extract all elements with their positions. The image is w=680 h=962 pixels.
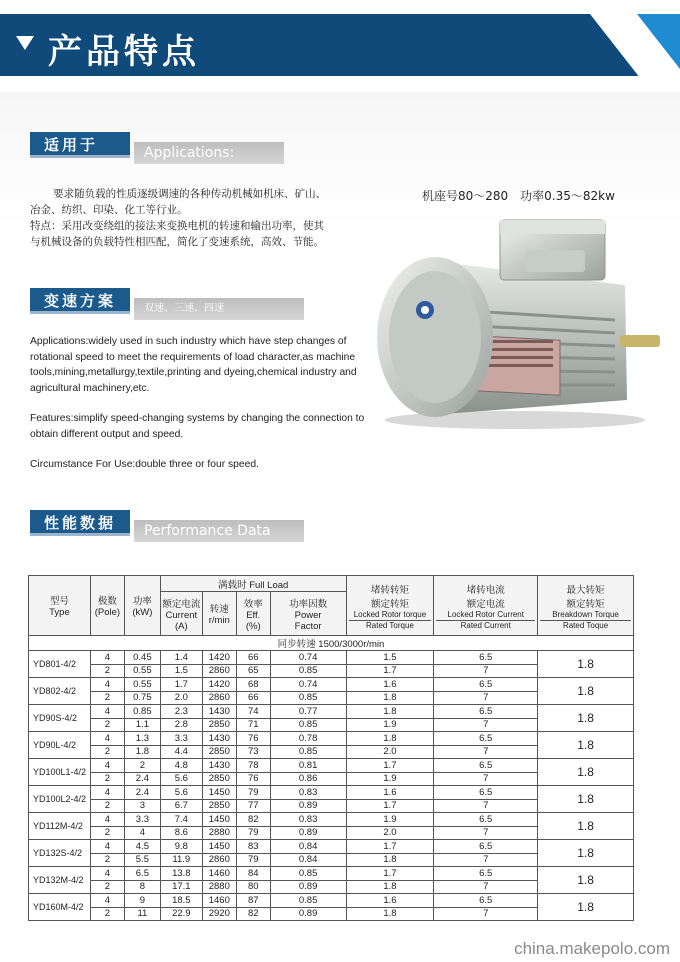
data-cell: 79 — [236, 826, 270, 840]
data-cell: 1.6 — [346, 786, 434, 800]
table-row — [29, 678, 634, 692]
data-cell: 4 — [90, 894, 124, 908]
en-features: Features:simplify speed-changing systems by changing the connection to obtain different output and speed. — [30, 413, 365, 440]
data-cell: 0.55 — [124, 664, 160, 678]
english-description — [30, 334, 390, 488]
data-cell: 0.74 — [270, 651, 346, 665]
data-cell: 1450 — [202, 840, 236, 854]
table-row — [29, 759, 634, 773]
data-cell: 1420 — [202, 651, 236, 665]
data-cell: 2.4 — [124, 772, 160, 786]
data-cell: 6.5 — [434, 840, 538, 854]
model-cell: YD90S-4/2 — [29, 705, 91, 732]
data-cell: 6.5 — [434, 894, 538, 908]
data-cell: 0.89 — [270, 880, 346, 894]
motor-image — [365, 215, 665, 430]
col-pole: 极数 (Pole) — [90, 576, 124, 636]
data-cell: 0.89 — [270, 826, 346, 840]
data-cell: 2.3 — [160, 705, 202, 719]
col-power-factor: 功率因数 Power Factor — [270, 592, 346, 636]
data-cell: 0.81 — [270, 759, 346, 773]
data-cell: 7 — [434, 691, 538, 705]
data-cell: 1.8 — [346, 907, 434, 921]
data-cell: 4 — [90, 678, 124, 692]
data-cell: 1.6 — [346, 894, 434, 908]
table-row — [29, 651, 634, 665]
data-cell: 22.9 — [160, 907, 202, 921]
watermark: china.makepolo.com — [514, 939, 670, 958]
table-row — [29, 813, 634, 827]
data-cell: 1.7 — [160, 678, 202, 692]
data-cell: 0.89 — [270, 907, 346, 921]
data-cell: 0.83 — [270, 813, 346, 827]
data-cell: 73 — [236, 745, 270, 759]
table-row — [29, 705, 634, 719]
data-cell: 4 — [90, 786, 124, 800]
data-cell: 3.3 — [160, 732, 202, 746]
section-tab: 适用于 — [30, 132, 130, 158]
table-row — [29, 732, 634, 746]
data-cell: 0.85 — [270, 894, 346, 908]
data-cell: 4.4 — [160, 745, 202, 759]
data-cell: 66 — [236, 651, 270, 665]
model-cell: YD160M-4/2 — [29, 894, 91, 921]
section-applications — [30, 132, 290, 162]
data-cell: 4 — [90, 840, 124, 854]
data-cell: 2 — [90, 772, 124, 786]
data-cell: 4 — [90, 651, 124, 665]
performance-table — [28, 575, 634, 921]
data-cell: 0.89 — [270, 799, 346, 813]
data-cell: 9.8 — [160, 840, 202, 854]
data-cell: 1.9 — [346, 813, 434, 827]
data-cell: 18.5 — [160, 894, 202, 908]
section-speed-scheme — [30, 288, 310, 318]
data-cell: 13.8 — [160, 867, 202, 881]
col-speed: 转速 r/min — [202, 592, 236, 636]
col-eff: 效率 Eff. (%) — [236, 592, 270, 636]
data-cell: 0.85 — [270, 664, 346, 678]
model-cell: YD100L1-4/2 — [29, 759, 91, 786]
data-cell: 2 — [90, 718, 124, 732]
data-cell: 5.6 — [160, 786, 202, 800]
data-cell: 6.5 — [434, 759, 538, 773]
data-cell: 4 — [124, 826, 160, 840]
data-cell: 8 — [124, 880, 160, 894]
en-circumstance: Circumstance For Use:double three or four speed. — [30, 459, 259, 470]
data-cell: 0.74 — [270, 678, 346, 692]
data-cell: 1430 — [202, 705, 236, 719]
data-cell: 79 — [236, 853, 270, 867]
data-cell: 66 — [236, 691, 270, 705]
data-cell: 2850 — [202, 799, 236, 813]
data-cell: 0.84 — [270, 840, 346, 854]
data-cell: 79 — [236, 786, 270, 800]
data-cell: 78 — [236, 759, 270, 773]
section-label: Performance Data — [134, 520, 304, 542]
breakdown-torque-cell: 1.8 — [538, 732, 634, 759]
col-locked-current: 堵转电流 额定电流 Locked Rotor Current Rated Current — [434, 576, 538, 636]
data-cell: 8.6 — [160, 826, 202, 840]
data-cell: 1.8 — [346, 691, 434, 705]
spec-range: 机座号80～280 功率0.35～82kw — [422, 189, 615, 203]
data-cell: 1.8 — [124, 745, 160, 759]
model-cell: YD132S-4/2 — [29, 840, 91, 867]
table-row — [29, 867, 634, 881]
data-cell: 4 — [90, 705, 124, 719]
data-cell: 4.8 — [160, 759, 202, 773]
data-cell: 1.3 — [124, 732, 160, 746]
triangle-down-icon — [16, 36, 34, 50]
data-cell: 7 — [434, 880, 538, 894]
data-cell: 0.85 — [270, 691, 346, 705]
table-row — [29, 786, 634, 800]
data-cell: 0.78 — [270, 732, 346, 746]
data-cell: 2.0 — [346, 826, 434, 840]
data-cell: 0.83 — [270, 786, 346, 800]
breakdown-torque-cell: 1.8 — [538, 813, 634, 840]
col-full-load: 满载时 Full Load — [160, 576, 346, 592]
data-cell: 7 — [434, 907, 538, 921]
model-cell: YD100L2-4/2 — [29, 786, 91, 813]
col-power: 功率 (kW) — [124, 576, 160, 636]
data-cell: 76 — [236, 732, 270, 746]
section-tab: 变速方案 — [30, 288, 130, 314]
data-cell: 2 — [90, 853, 124, 867]
breakdown-torque-cell: 1.8 — [538, 867, 634, 894]
data-cell: 1450 — [202, 786, 236, 800]
data-cell: 4 — [90, 813, 124, 827]
data-cell: 11 — [124, 907, 160, 921]
data-cell: 2 — [90, 907, 124, 921]
data-cell: 83 — [236, 840, 270, 854]
data-cell: 4.5 — [124, 840, 160, 854]
data-cell: 0.77 — [270, 705, 346, 719]
data-cell: 1.1 — [124, 718, 160, 732]
data-cell: 4 — [90, 732, 124, 746]
col-locked-torque: 堵转转矩 额定转矩 Locked Rotor torque Rated Torque — [346, 576, 434, 636]
data-cell: 2860 — [202, 691, 236, 705]
data-cell: 4 — [90, 867, 124, 881]
en-applications: Applications:widely used in such industry which have step changes of rotational speed to meet the requirements of load character,as machine tools,mining,metallurgy,textile,printing and dyeing,chemical industry and agricultural machinery,etc. — [30, 336, 357, 394]
model-cell: YD801-4/2 — [29, 651, 91, 678]
data-cell: 1.9 — [346, 718, 434, 732]
model-cell: YD132M-4/2 — [29, 867, 91, 894]
breakdown-torque-cell: 1.8 — [538, 759, 634, 786]
data-cell: 1.7 — [346, 799, 434, 813]
data-cell: 1.7 — [346, 867, 434, 881]
data-cell: 2.4 — [124, 786, 160, 800]
data-cell: 0.84 — [270, 853, 346, 867]
data-cell: 0.85 — [270, 718, 346, 732]
data-cell: 6.5 — [434, 678, 538, 692]
data-cell: 9 — [124, 894, 160, 908]
model-cell: YD90L-4/2 — [29, 732, 91, 759]
data-cell: 6.5 — [124, 867, 160, 881]
data-cell: 2860 — [202, 664, 236, 678]
data-cell: 0.45 — [124, 651, 160, 665]
data-cell: 1.8 — [346, 732, 434, 746]
data-cell: 0.75 — [124, 691, 160, 705]
page-title: 产品特点 — [48, 32, 200, 72]
data-cell: 2 — [90, 664, 124, 678]
table-row — [29, 840, 634, 854]
data-cell: 5.5 — [124, 853, 160, 867]
data-cell: 0.55 — [124, 678, 160, 692]
data-cell: 2 — [90, 691, 124, 705]
data-cell: 2880 — [202, 880, 236, 894]
data-cell: 84 — [236, 867, 270, 881]
data-cell: 7 — [434, 745, 538, 759]
data-cell: 5.6 — [160, 772, 202, 786]
table-body — [29, 636, 634, 921]
data-cell: 7 — [434, 826, 538, 840]
data-cell: 6.5 — [434, 813, 538, 827]
model-cell: YD802-4/2 — [29, 678, 91, 705]
model-cell: YD112M-4/2 — [29, 813, 91, 840]
data-cell: 1.9 — [346, 772, 434, 786]
data-cell: 17.1 — [160, 880, 202, 894]
data-cell: 82 — [236, 907, 270, 921]
breakdown-torque-cell: 1.8 — [538, 651, 634, 678]
section-label: Applications: — [134, 142, 284, 164]
data-cell: 2 — [90, 880, 124, 894]
data-cell: 7.4 — [160, 813, 202, 827]
performance-table-wrap — [28, 575, 634, 921]
data-cell: 1.7 — [346, 759, 434, 773]
data-cell: 7 — [434, 664, 538, 678]
data-cell: 7 — [434, 772, 538, 786]
data-cell: 2.0 — [346, 745, 434, 759]
data-cell: 6.5 — [434, 705, 538, 719]
breakdown-torque-cell: 1.8 — [538, 894, 634, 921]
breakdown-torque-cell: 1.8 — [538, 678, 634, 705]
col-model: 型号 Type — [29, 576, 91, 636]
breakdown-torque-cell: 1.8 — [538, 786, 634, 813]
data-cell: 6.7 — [160, 799, 202, 813]
cn-paragraph-usage: 要求随负载的性质逐级调速的各种传动机械如机床、矿山、冶金、纺织、印染、化工等行业。 — [30, 188, 327, 216]
data-cell: 1.6 — [346, 678, 434, 692]
data-cell: 1.8 — [346, 880, 434, 894]
data-cell: 6.5 — [434, 732, 538, 746]
section-label: 双速、三速、四速 — [134, 298, 304, 320]
applications-cn-text — [30, 186, 330, 250]
data-cell: 2850 — [202, 718, 236, 732]
data-cell: 1.7 — [346, 840, 434, 854]
cn-paragraph-features: 特点：采用改变绕组的接法来变换电机的转速和输出功率，使其与机械设备的负载特性相匹配，简化了变速系统，高效、节能。 — [30, 220, 324, 248]
data-cell: 0.85 — [270, 867, 346, 881]
sync-speed-row: 同步转速 1500/3000r/min — [29, 636, 634, 651]
data-cell: 0.85 — [124, 705, 160, 719]
data-cell: 77 — [236, 799, 270, 813]
data-cell: 6.5 — [434, 651, 538, 665]
data-cell: 1.5 — [346, 651, 434, 665]
data-cell: 1.7 — [346, 664, 434, 678]
section-tab: 性能数据 — [30, 510, 130, 536]
data-cell: 1.5 — [160, 664, 202, 678]
data-cell: 1430 — [202, 759, 236, 773]
data-cell: 2.8 — [160, 718, 202, 732]
data-cell: 0.85 — [270, 745, 346, 759]
data-cell: 1.8 — [346, 853, 434, 867]
data-cell: 80 — [236, 880, 270, 894]
data-cell: 7 — [434, 799, 538, 813]
data-cell: 2 — [90, 799, 124, 813]
data-cell: 71 — [236, 718, 270, 732]
data-cell: 0.86 — [270, 772, 346, 786]
data-cell: 2.0 — [160, 691, 202, 705]
data-cell: 2 — [90, 745, 124, 759]
data-cell: 1.8 — [346, 705, 434, 719]
data-cell: 11.9 — [160, 853, 202, 867]
data-cell: 2860 — [202, 853, 236, 867]
data-cell: 68 — [236, 678, 270, 692]
data-cell: 82 — [236, 813, 270, 827]
data-cell: 2920 — [202, 907, 236, 921]
data-cell: 2850 — [202, 745, 236, 759]
breakdown-torque-cell: 1.8 — [538, 705, 634, 732]
data-cell: 3 — [124, 799, 160, 813]
data-cell: 65 — [236, 664, 270, 678]
data-cell: 4 — [90, 759, 124, 773]
data-cell: 1420 — [202, 678, 236, 692]
data-cell: 2880 — [202, 826, 236, 840]
data-cell: 74 — [236, 705, 270, 719]
data-cell: 7 — [434, 718, 538, 732]
data-cell: 1430 — [202, 732, 236, 746]
data-cell: 7 — [434, 853, 538, 867]
data-cell: 2 — [124, 759, 160, 773]
data-cell: 1460 — [202, 894, 236, 908]
col-breakdown-torque: 最大转矩 额定转矩 Breakdown Torque Rated Toque — [538, 576, 634, 636]
data-cell: 6.5 — [434, 786, 538, 800]
data-cell: 1.4 — [160, 651, 202, 665]
breakdown-torque-cell: 1.8 — [538, 840, 634, 867]
data-cell: 76 — [236, 772, 270, 786]
data-cell: 2850 — [202, 772, 236, 786]
data-cell: 1460 — [202, 867, 236, 881]
data-cell: 1450 — [202, 813, 236, 827]
data-cell: 2 — [90, 826, 124, 840]
data-cell: 6.5 — [434, 867, 538, 881]
col-current: 额定电流 Current (A) — [160, 592, 202, 636]
table-row — [29, 894, 634, 908]
data-cell: 87 — [236, 894, 270, 908]
header-banner — [0, 14, 680, 76]
section-performance — [30, 510, 310, 540]
data-cell: 3.3 — [124, 813, 160, 827]
